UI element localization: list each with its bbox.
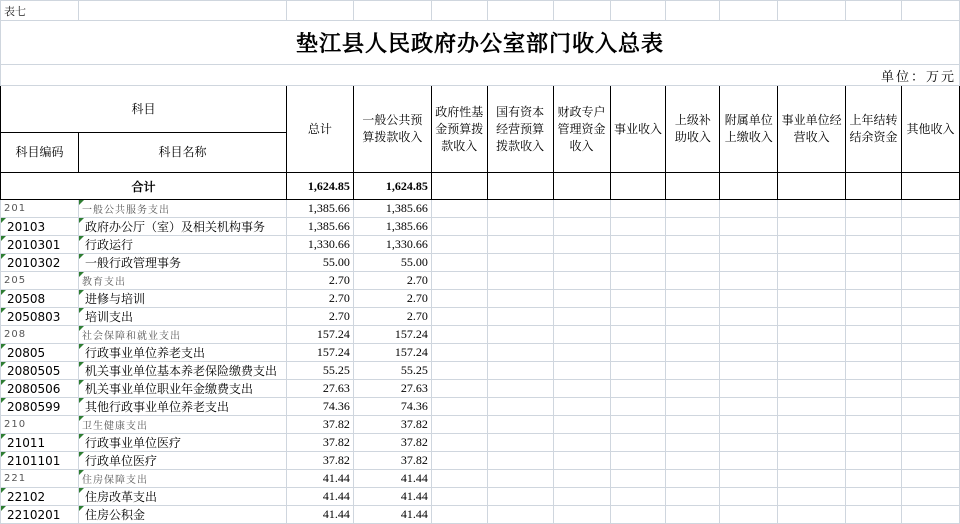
row-general: 1,385.66 [353,200,431,218]
empty-cell [666,452,720,470]
empty-cell [553,452,610,470]
header-other: 其他收入 [902,86,960,173]
row-total: 41.44 [286,506,353,524]
total-row-total: 1,624.85 [286,173,353,200]
empty-cell [610,434,666,452]
empty-cell [431,380,487,398]
empty-cell [431,506,487,524]
empty-cell [666,362,720,380]
empty-cell [846,344,902,362]
empty-cell [431,254,487,272]
header-affiliated: 附属单位上缴收入 [720,86,778,173]
empty-cell [666,272,720,290]
empty-cell [902,308,960,326]
empty-cell [846,434,902,452]
row-name: 机关事业单位职业年金缴费支出 [78,380,286,398]
empty-cell [778,470,846,488]
empty-cell [778,254,846,272]
empty-cell [902,398,960,416]
row-general: 41.44 [353,488,431,506]
row-name: 卫生健康支出 [78,416,286,434]
total-row-label: 合计 [1,173,287,200]
table-row [1,290,960,308]
row-general: 157.24 [353,326,431,344]
table-row [1,326,960,344]
empty-cell [487,488,553,506]
empty-cell [778,344,846,362]
row-general: 55.00 [353,254,431,272]
empty-cell [666,290,720,308]
empty-cell [778,488,846,506]
empty-cell [666,506,720,524]
empty-cell [610,272,666,290]
table-row [1,398,960,416]
empty-cell [902,380,960,398]
empty-cell [431,416,487,434]
row-total: 27.63 [286,380,353,398]
row-total: 74.36 [286,398,353,416]
empty-cell [487,290,553,308]
empty-cell [778,200,846,218]
row-name: 教育支出 [78,272,286,290]
empty-cell [553,362,610,380]
row-total: 55.25 [286,362,353,380]
empty-cell [846,290,902,308]
table-row [1,200,960,218]
row-code: 210 [1,416,79,434]
header-subject-code: 科目编码 [1,133,79,173]
empty-cell [431,200,487,218]
empty-cell [610,506,666,524]
empty-cell [778,272,846,290]
empty-cell [902,488,960,506]
table-row [1,470,960,488]
empty-cell [778,326,846,344]
table-row [1,236,960,254]
row-name: 一般公共服务支出 [78,200,286,218]
empty-cell [720,308,778,326]
row-code: 221 [1,470,79,488]
empty-cell [666,488,720,506]
empty-cell [846,308,902,326]
row-general: 55.25 [353,362,431,380]
empty-cell [431,488,487,506]
empty-cell [846,470,902,488]
row-name: 行政运行 [78,236,286,254]
row-general: 41.44 [353,506,431,524]
empty-cell [778,416,846,434]
row-name: 住房保障支出 [78,470,286,488]
table-row [1,308,960,326]
empty-cell [778,506,846,524]
empty-cell [431,272,487,290]
empty-cell [902,200,960,218]
table-row [1,488,960,506]
row-name: 行政事业单位养老支出 [78,344,286,362]
empty-cell [553,326,610,344]
row-general: 2.70 [353,290,431,308]
header-subject-name: 科目名称 [78,133,286,173]
empty-cell [431,218,487,236]
row-total: 1,385.66 [286,218,353,236]
empty-cell [778,398,846,416]
empty-cell [553,416,610,434]
table-row [1,452,960,470]
row-general: 2.70 [353,308,431,326]
empty-cell [846,200,902,218]
row-code: 2210201 [1,506,79,524]
row-general: 27.63 [353,380,431,398]
empty-cell [846,254,902,272]
empty-cell [846,506,902,524]
empty-cell [553,506,610,524]
empty-cell [666,308,720,326]
empty-cell [846,452,902,470]
empty-cell [902,326,960,344]
table-row [1,416,960,434]
row-total: 41.44 [286,488,353,506]
row-general: 74.36 [353,398,431,416]
empty-cell [610,254,666,272]
table-row [1,254,960,272]
empty-cell [720,326,778,344]
empty-cell [720,506,778,524]
empty-cell [846,488,902,506]
empty-cell [902,218,960,236]
row-general: 37.82 [353,416,431,434]
empty-cell [720,488,778,506]
empty-cell [720,452,778,470]
empty-cell [487,416,553,434]
empty-cell [553,236,610,254]
empty-cell [720,290,778,308]
empty-cell [902,416,960,434]
empty-cell [846,380,902,398]
empty-cell [487,272,553,290]
row-general: 1,330.66 [353,236,431,254]
empty-cell [610,344,666,362]
empty-cell [778,236,846,254]
empty-cell [666,344,720,362]
empty-cell [431,452,487,470]
empty-cell [666,416,720,434]
row-total: 1,385.66 [286,200,353,218]
row-name: 住房公积金 [78,506,286,524]
empty-cell [720,434,778,452]
empty-cell [846,362,902,380]
empty-cell [487,380,553,398]
row-total: 37.82 [286,416,353,434]
empty-cell [610,326,666,344]
empty-cell [778,434,846,452]
row-code: 205 [1,272,79,290]
empty-cell [846,398,902,416]
empty-cell [666,218,720,236]
empty-cell [666,326,720,344]
header-business: 事业收入 [610,86,666,173]
row-code: 22102 [1,488,79,506]
empty-cell [666,380,720,398]
empty-cell [720,416,778,434]
empty-cell [487,362,553,380]
empty-cell [487,506,553,524]
empty-cell [431,434,487,452]
row-name: 机关事业单位基本养老保险缴费支出 [78,362,286,380]
header-gov-fund: 政府性基金预算拨款收入 [431,86,487,173]
row-total: 37.82 [286,452,353,470]
empty-cell [902,470,960,488]
empty-cell [610,362,666,380]
header-fiscal-special: 财政专户管理资金收入 [553,86,610,173]
total-row-general: 1,624.85 [353,173,431,200]
empty-cell [553,200,610,218]
empty-cell [902,254,960,272]
empty-cell [431,326,487,344]
row-general: 1,385.66 [353,218,431,236]
empty-cell [610,398,666,416]
empty-cell [431,398,487,416]
row-name: 社会保障和就业支出 [78,326,286,344]
empty-cell [553,380,610,398]
empty-cell [666,470,720,488]
empty-cell [846,326,902,344]
empty-cell [553,254,610,272]
row-general: 41.44 [353,470,431,488]
empty-cell [610,218,666,236]
row-code: 2010301 [1,236,79,254]
row-code: 201 [1,200,79,218]
empty-cell [902,236,960,254]
empty-cell [902,434,960,452]
row-name: 行政单位医疗 [78,452,286,470]
empty-cell [720,344,778,362]
row-code: 2080505 [1,362,79,380]
empty-cell [487,398,553,416]
empty-cell [610,470,666,488]
empty-cell [553,470,610,488]
row-total: 55.00 [286,254,353,272]
header-general-budget: 一般公共预算拨款收入 [353,86,431,173]
empty-cell [610,200,666,218]
empty-cell [902,290,960,308]
empty-cell [487,452,553,470]
row-name: 政府办公厅（室）及相关机构事务 [78,218,286,236]
row-code: 20805 [1,344,79,362]
header-superior-subsidy: 上级补助收入 [666,86,720,173]
row-total: 157.24 [286,326,353,344]
empty-cell [778,362,846,380]
row-general: 2.70 [353,272,431,290]
row-code: 2080506 [1,380,79,398]
row-total: 41.44 [286,470,353,488]
empty-cell [610,380,666,398]
empty-cell [666,254,720,272]
row-code: 2050803 [1,308,79,326]
empty-cell [553,344,610,362]
table-row [1,272,960,290]
empty-cell [487,326,553,344]
empty-cell [778,452,846,470]
row-name: 行政事业单位医疗 [78,434,286,452]
table-row [1,380,960,398]
empty-cell [720,362,778,380]
table-row [1,362,960,380]
empty-cell [487,470,553,488]
header-total: 总计 [286,86,353,173]
row-total: 1,330.66 [286,236,353,254]
empty-cell [720,218,778,236]
empty-cell [720,380,778,398]
empty-cell [846,272,902,290]
empty-cell [553,272,610,290]
row-general: 37.82 [353,434,431,452]
empty-cell [720,236,778,254]
table-row [1,434,960,452]
row-code: 2101101 [1,452,79,470]
empty-cell [846,236,902,254]
row-total: 157.24 [286,344,353,362]
row-total: 37.82 [286,434,353,452]
table-row [1,344,960,362]
header-subject: 科目 [1,86,287,133]
row-code: 20508 [1,290,79,308]
empty-cell [553,434,610,452]
empty-cell [487,218,553,236]
page-title: 垫江县人民政府办公室部门收入总表 [1,21,960,65]
empty-cell [487,434,553,452]
empty-cell [553,290,610,308]
sheet-label: 表七 [1,1,79,21]
empty-cell [902,452,960,470]
row-name: 进修与培训 [78,290,286,308]
row-total: 2.70 [286,308,353,326]
empty-cell [610,290,666,308]
empty-cell [610,308,666,326]
empty-cell [666,236,720,254]
empty-cell [902,362,960,380]
row-name: 其他行政事业单位养老支出 [78,398,286,416]
empty-cell [902,272,960,290]
row-code: 21011 [1,434,79,452]
empty-cell [902,506,960,524]
row-total: 2.70 [286,290,353,308]
empty-cell [610,236,666,254]
empty-cell [666,200,720,218]
empty-cell [610,488,666,506]
empty-cell [902,344,960,362]
empty-cell [431,344,487,362]
empty-cell [666,398,720,416]
row-total: 2.70 [286,272,353,290]
empty-cell [487,344,553,362]
header-operating: 事业单位经营收入 [778,86,846,173]
empty-cell [720,272,778,290]
header-carryover: 上年结转结余资金 [846,86,902,173]
row-general: 37.82 [353,452,431,470]
unit-label: 单位：万元 [1,65,960,86]
empty-cell [610,452,666,470]
header-state-capital: 国有资本经营预算拨款收入 [487,86,553,173]
empty-cell [431,470,487,488]
empty-cell [720,254,778,272]
empty-cell [487,308,553,326]
table-row [1,218,960,236]
empty-cell [778,380,846,398]
empty-cell [720,398,778,416]
empty-cell [431,236,487,254]
table-row [1,506,960,524]
empty-cell [553,218,610,236]
row-name: 培训支出 [78,308,286,326]
row-general: 157.24 [353,344,431,362]
empty-cell [778,218,846,236]
row-name: 一般行政管理事务 [78,254,286,272]
row-name: 住房改革支出 [78,488,286,506]
empty-cell [431,290,487,308]
empty-cell [553,308,610,326]
empty-cell [487,200,553,218]
empty-cell [666,434,720,452]
empty-cell [610,416,666,434]
row-code: 2080599 [1,398,79,416]
empty-cell [431,308,487,326]
row-code: 2010302 [1,254,79,272]
row-code: 208 [1,326,79,344]
empty-cell [846,218,902,236]
empty-cell [487,254,553,272]
empty-cell [553,398,610,416]
empty-cell [846,416,902,434]
empty-cell [720,200,778,218]
empty-cell [720,470,778,488]
empty-cell [553,488,610,506]
row-code: 20103 [1,218,79,236]
empty-cell [431,362,487,380]
empty-cell [778,290,846,308]
empty-cell [487,236,553,254]
empty-cell [778,308,846,326]
